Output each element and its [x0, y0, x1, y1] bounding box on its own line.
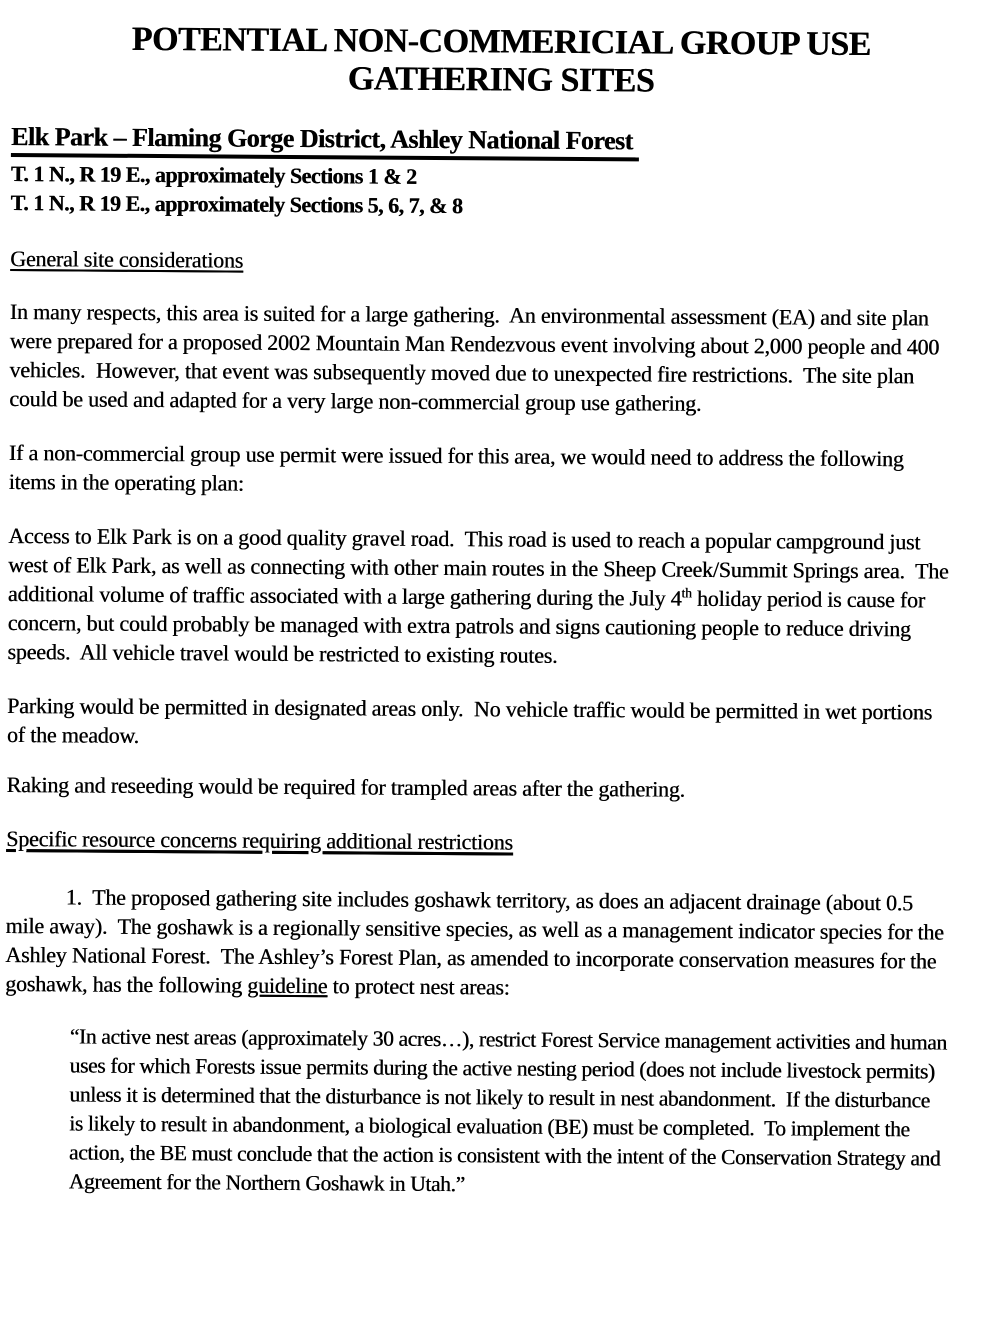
paragraph-site-overview: In many respects, this area is suited for a large gathering. An environmental assessment (EA) and site plan were prepared for a proposed 2002 Mountain Man Rendezvous event involving about 2,000 people and 400 vehicles. However, that event was subsequently moved due to unexpected fire restrictions. The site plan could be used and adapted for a very large non-commercial group use gathering. — [9, 298, 945, 416]
paragraph-parking: Parking would be permitted in designated areas only. No vehicle traffic would be permitted in wet portions of the meadow. — [6, 692, 938, 748]
paragraph-permit-intro: If a non-commercial group use permit were issued for this area, we would need to address the following items in the operating plan: — [8, 439, 909, 496]
township-line-1: T. 1 N., R 19 E., approximately Sections 1 & 2 — [10, 160, 417, 189]
specific-concerns-heading: Specific resource concerns requiring additional restrictions — [6, 825, 513, 855]
paragraph-access-roads — [7, 521, 954, 673]
page-title — [11, 20, 955, 103]
numbered-item-goshawk — [5, 882, 949, 1005]
paragraph-raking: Raking and reseeding would be required for trampled areas after the gathering. — [6, 771, 685, 802]
page-title-line1: POTENTIAL NON-COMMERICIAL GROUP USE — [131, 20, 871, 63]
location-heading: Elk Park – Flaming Gorge District, Ashley National Forest — [11, 122, 639, 161]
access-text-end: holiday period is cause for concern, but could probably be managed with extra patrols and signs cautioning people to reduce driving speeds. All vehicle travel would be restricted to existing routes. — [7, 585, 931, 668]
goshawk-text-start: 1. The proposed gathering site includes goshawk territory, as does an adjacent drainage (about 0.5 mile away). The goshawk is a regionally sensitive species, as well as a management indicator species for the Ashley National Forest. The Ashley’s Forest Plan, as amended to incorporate conservation measures for the goshawk, has the following — [5, 884, 948, 998]
township-range-block — [10, 159, 953, 224]
general-considerations-heading: General site considerations — [10, 245, 244, 273]
ordinal-superscript: th — [681, 585, 692, 601]
goshawk-text-end: to protect nest areas: — [327, 973, 510, 1000]
township-line-2: T. 1 N., R 19 E., approximately Sections 5, 6, 7, & 8 — [10, 189, 463, 219]
page-title-line2: GATHERING SITES — [347, 60, 655, 100]
access-text-start: Access to Elk Park is on a good quality gravel road. This road is used to reach a popular campground just west of Elk Park, as well as connecting with other main routes in the Sheep Creek/Summit Springs area. The additional volume of traffic associated with a large gathering during the July 4 — [7, 522, 954, 611]
guideline-underlined-word: guideline — [247, 972, 328, 999]
forest-plan-guideline-quote: “In active nest areas (approximately 30 acres…), restrict Forest Service management activities and human uses for which Forests issue permits during the active nesting period (does not include livestock permits) unless it is determined that the disturbance is not likely to result in nest abandonment. If the disturbance is likely to result in abandonment, a biological evaluation (BE) must be completed. To implement the action, the BE must conclude that the action is consistent with the intent of the Conservation Strategy and Agreement for the Northern Goshawk in Utah.” — [68, 1024, 952, 1197]
